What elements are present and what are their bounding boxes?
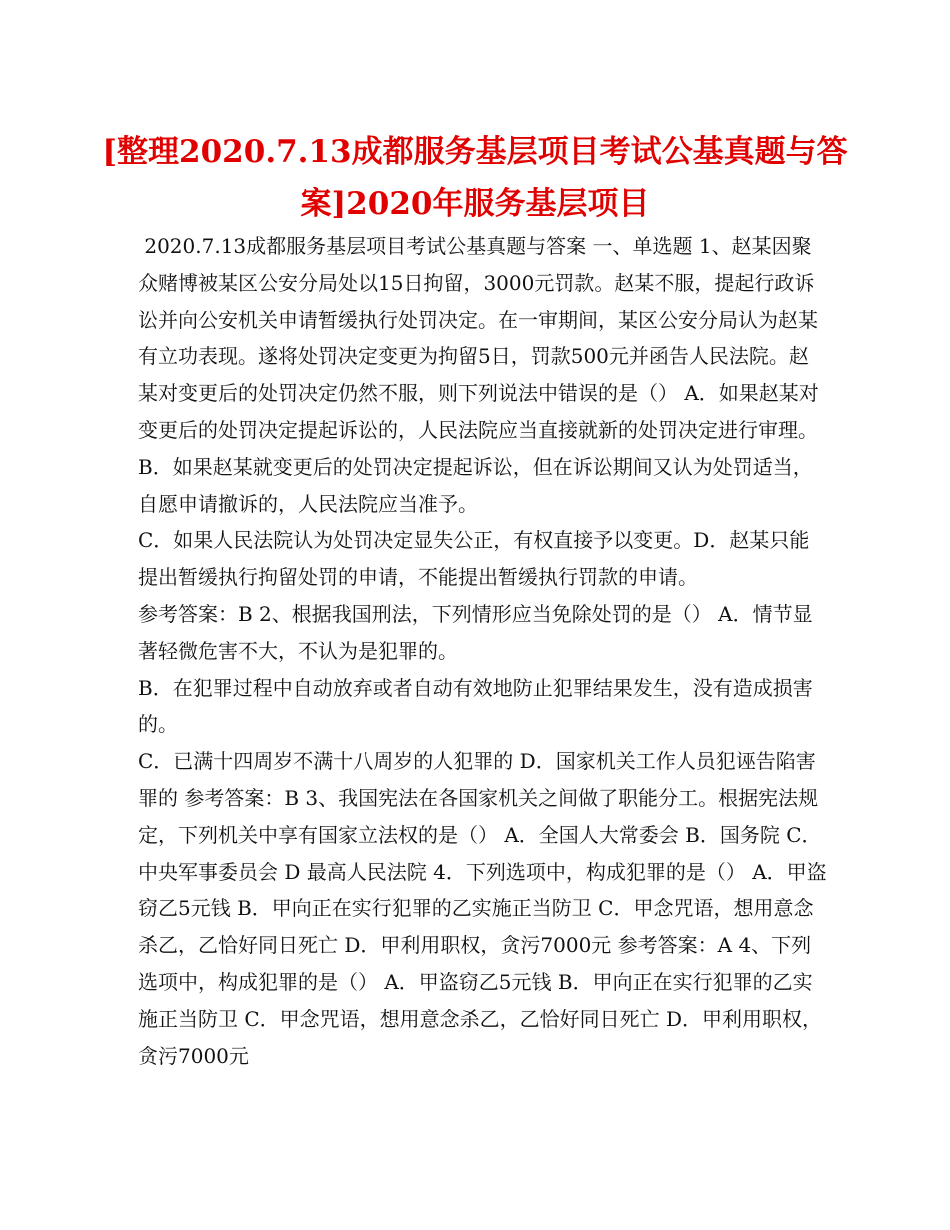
body-paragraph-1: 2020.7.13成都服务基层项目考试公基真题与答案 一、单选题 1、赵某因聚众赌博被某区公安分局处以15日拘留，3000元罚款。赵某不服，提起行政诉讼并向公安机关申请暂缓执行处罚决定。在一审期间，某区公安分局认为赵某有立功表现。遂将处罚决定变更为拘留5日，罚款500元并函告人民法院。赵某对变更后的处罚决定仍然不服，则下列说法中错误的是（） A．如果赵某对变更后的处罚决定提起诉讼的，人民法院应当直接就新的处罚决定进行审理。B．如果赵某就变更后的处罚决定提起诉讼，但在诉讼期间又认为处罚适当，自愿申请撤诉的，人民法院应当准予。: [138, 234, 819, 516]
document-body: [138, 228, 828, 1074]
body-paragraph-5: C．已满十四周岁不满十八周岁的人犯罪的 D．国家机关工作人员犯诬告陷害罪的 参考答案：B 3、我国宪法在各国家机关之间做了职能分工。根据宪法规定，下列机关中享有国家立法权的是（） A．全国人大常委会 B．国务院 C．中央军事委员会 D 最高人民法院 4．下列选项中，构成犯罪的是（） A．甲盗窃乙5元钱 B．甲向正在实行犯罪的乙实施正当防卫 C．甲念咒语，想用意念杀乙，乙恰好同日死亡 D．甲利用职权，贪污7000元 参考答案：A 4、下列选项中，构成犯罪的是（） A．甲盗窃乙5元钱 B．甲向正在实行犯罪的乙实施正当防卫 C．甲念咒语，想用意念杀乙，乙恰好同日死亡 D．甲利用职权，贪污7000元: [138, 749, 827, 1068]
body-paragraph-3: 参考答案：B 2、根据我国刑法，下列情形应当免除处罚的是（） A．情节显著轻微危害不大，不认为是犯罪的。: [138, 601, 813, 663]
body-paragraph-4: B．在犯罪过程中自动放弃或者自动有效地防止犯罪结果发生，没有造成损害的。: [138, 675, 813, 737]
body-paragraph-2: C．如果人民法院认为处罚决定显失公正，有权直接予以变更。D．赵某只能提出暂缓执行拘留处罚的申请，不能提出暂缓执行罚款的申请。: [138, 528, 810, 590]
document-title: [整理2020.7.13成都服务基层项目考试公基真题与答案]2020年服务基层项目: [102, 134, 848, 222]
